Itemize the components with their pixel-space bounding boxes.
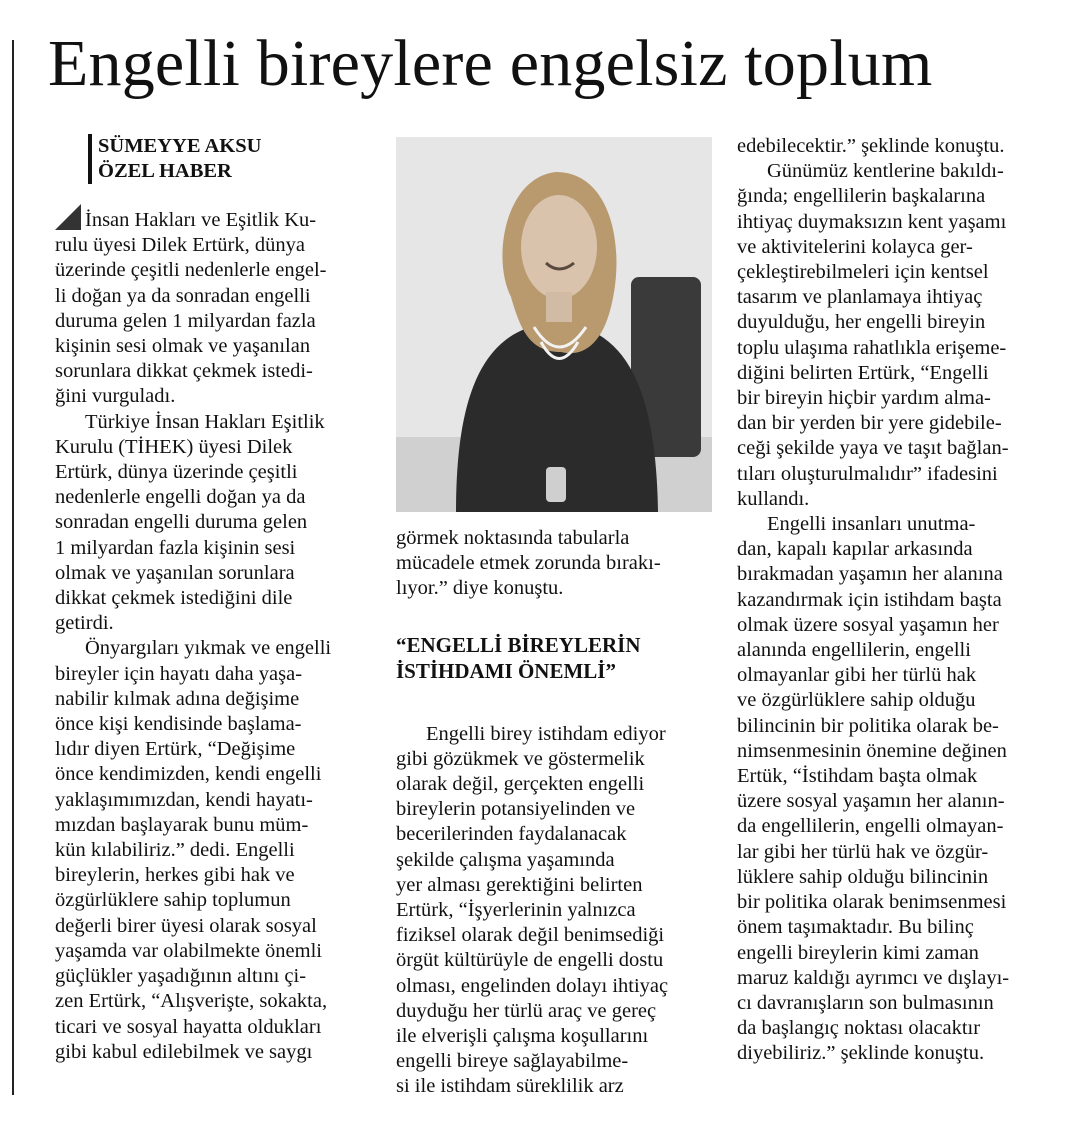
text-line: değerli birer üyesi olarak sosyal [55, 914, 317, 937]
text-line: cı davranışların son bulmasının [737, 991, 994, 1014]
text-line: nedenlerle engelli doğan ya da [55, 486, 306, 509]
text-line: mızdan başlayarak bunu müm- [55, 813, 309, 836]
text-line: gibi gözükmek ve göstermelik [396, 747, 645, 770]
text-line: ve özgürlüklere sahip olduğu [737, 689, 976, 712]
text-line: dikkat çekmek istediğini dile [55, 587, 293, 610]
byline-section: ÖZEL HABER [98, 160, 232, 182]
text-line: örgüt kültürüyle de engelli dostu [396, 949, 664, 972]
text-line: da engellilerin, engelli olmayan- [737, 815, 1004, 838]
text-line: dan bir yerden bir yere gidebile- [737, 412, 1002, 435]
text-line: bilincinin bir politika olarak be- [737, 714, 999, 737]
left-column-rule [12, 40, 14, 1095]
text-line: nimsenmesinin önemine değinen [737, 739, 1007, 762]
text-line: bireylerin, herkes gibi hak ve [55, 864, 295, 887]
lead-triangle-icon [55, 204, 81, 230]
text-line: ğini vurguladı. [55, 385, 176, 408]
column-2-body [396, 722, 716, 1100]
paragraph [737, 512, 1057, 1066]
text-line: getirdi. [55, 612, 114, 635]
text-line: İnsan Hakları ve Eşitlik Ku- [85, 209, 317, 231]
text-line: üzere sosyal yaşamın her alanın- [737, 790, 1005, 813]
text-line: sonradan engelli duruma gelen [55, 511, 308, 534]
text-line: engelli bireye sağlayabilme- [396, 1050, 629, 1073]
text-line: yer alması gerektiğini belirten [396, 873, 643, 896]
text-line: tıları oluşturulmalıdır” ifadesini [737, 462, 998, 485]
text-line: İSTİHDAMI ÖNEMLİ” [396, 658, 616, 683]
text-line: şekilde çalışma yaşamında [396, 848, 615, 871]
text-line: lüklere sahip olduğu bilincinin [737, 865, 989, 888]
text-line: li doğan ya da sonradan engelli [55, 284, 311, 307]
text-line: önce kişi kendisinde başlama- [55, 713, 302, 736]
text-line: güçlükler yaşadığının altını çi- [55, 965, 307, 988]
byline-author: SÜMEYYE AKSU [98, 135, 262, 157]
text-line: çekleştirebilmeleri için kentsel [737, 261, 989, 284]
text-line: olmayanlar gibi her türlü hak [737, 664, 977, 687]
text-line: yaklaşımımızdan, kendi hayatı- [55, 788, 313, 811]
paragraph [737, 159, 1057, 512]
text-line: “ENGELLİ BİREYLERİN [396, 632, 641, 657]
column-1-body [55, 204, 371, 1065]
text-line: zen Ertürk, “Alışverişte, sokakta, [55, 990, 328, 1013]
text-line: tasarım ve planlamaya ihtiyaç [737, 286, 983, 309]
text-line: duruma gelen 1 milyardan fazla [55, 309, 316, 332]
text-line: duyulduğu, her engelli bireyin [737, 311, 986, 334]
text-line: kazandırmak için istihdam başta [737, 588, 1002, 611]
text-line: sorunlara dikkat çekmek istedi- [55, 360, 313, 383]
text-line: dan, kapalı kapılar arkasında [737, 538, 973, 561]
text-line: ile elverişli çalışma koşullarını [396, 1025, 649, 1048]
text-line: fiziksel olarak değil benimsediği [396, 924, 665, 947]
text-line: duyduğu her türlü araç ve gereç [396, 999, 657, 1022]
text-line: bırakmadan yaşamın her alanına [737, 563, 1003, 586]
subheading [396, 632, 716, 684]
text-line: lıyor.” diye konuştu. [396, 577, 564, 600]
text-line: lıdır diyen Ertürk, “Değişime [55, 738, 296, 761]
text-line: Engelli insanları unutma- [767, 513, 976, 536]
text-line: lar gibi her türlü hak ve özgür- [737, 840, 989, 863]
text-line: önem taşımaktadır. Bu bilinç [737, 916, 974, 939]
portrait-photo-illustration [396, 137, 712, 512]
text-line: kün kılabiliriz.” dedi. Engelli [55, 839, 295, 862]
text-line: bir politika olarak benimsenmesi [737, 891, 1007, 914]
text-line: Önyargıları yıkmak ve engelli [85, 637, 332, 660]
text-line: kişinin sesi olmak ve yaşanılan [55, 335, 311, 358]
text-line: ve aktivitelerini kolayca ger- [737, 235, 973, 258]
text-line: diyebiliriz.” şeklinde konuştu. [737, 1042, 985, 1065]
text-line: Engelli birey istihdam ediyor [426, 722, 666, 745]
text-line: olmak ve yaşanılan sorunlara [55, 561, 295, 584]
text-line: ihtiyaç duymaksızın kent yaşamı [737, 210, 1007, 233]
text-line: kullandı. [737, 487, 810, 510]
text-line: bir bireyin hiçbir yardım alma- [737, 387, 991, 410]
text-line: görmek noktasında tabularla [396, 527, 630, 549]
text-line: bireyler için hayatı daha yaşa- [55, 662, 303, 685]
text-line: üzerinde çeşitli nedenlerle engel- [55, 259, 327, 282]
text-line: edebilecektir.” şeklinde konuştu. [737, 135, 1005, 157]
byline [88, 134, 371, 184]
text-line: becerilerinden faydalanacak [396, 823, 627, 846]
text-line: ticari ve sosyal hayatta oldukları [55, 1015, 322, 1038]
paragraph [55, 410, 371, 637]
paragraph [737, 134, 1057, 159]
text-line: diğini belirten Ertürk, “Engelli [737, 361, 989, 384]
text-line: olması, engelinden dolayı ihtiyaç [396, 974, 669, 997]
text-line: alanında engellilerin, engelli [737, 639, 971, 662]
text-line: olmak üzere sosyal yaşamın her [737, 613, 999, 636]
text-line: Ertürk, “İşyerlerinin yalnızca [396, 899, 636, 922]
text-line: si ile istihdam süreklilik arz [396, 1075, 624, 1098]
column-3 [737, 134, 1057, 1067]
text-line: Ertürk, dünya üzerinde çeşitli [55, 461, 298, 484]
text-line: ğında; engellilerin başkalarına [737, 185, 986, 208]
headline: Engelli bireylere engelsiz toplum [48, 27, 933, 100]
text-line: önce kendimizden, kendi engelli [55, 763, 322, 786]
text-line: gibi kabul edilebilmek ve saygı [55, 1040, 313, 1063]
column-2 [396, 526, 716, 1100]
column-2-lead [396, 526, 716, 602]
text-line: Kurulu (TİHEK) üyesi Dilek [55, 435, 293, 458]
text-line: nabilir kılmak adına değişime [55, 687, 300, 710]
text-line: Türkiye İnsan Hakları Eşitlik [85, 410, 325, 433]
text-line: bireylerin potansiyelinden ve [396, 798, 636, 821]
text-line: rulu üyesi Dilek Ertürk, dünya [55, 234, 305, 257]
paragraph [55, 204, 371, 410]
text-line: mücadele etmek zorunda bırakı- [396, 552, 661, 575]
text-line: ceği şekilde yaya ve taşıt bağlan- [737, 437, 1009, 460]
text-line: Ertük, “İstihdam başta olmak [737, 765, 978, 788]
paragraph [55, 636, 371, 1064]
text-line: engelli bireylerin kimi zaman [737, 941, 979, 964]
text-line: maruz kaldığı ayrımcı ve dışlayı- [737, 966, 1010, 989]
text-line: yaşamda var olabilmekte önemli [55, 939, 322, 962]
text-line: özgürlüklere sahip toplumun [55, 889, 291, 912]
text-line: da başlangıç noktası olacaktır [737, 1017, 981, 1040]
text-line: 1 milyardan fazla kişinin sesi [55, 536, 296, 559]
article-photo [396, 137, 712, 512]
column-1 [55, 134, 371, 1065]
text-line: olarak değil, gerçekten engelli [396, 773, 645, 796]
text-line: toplu ulaşıma rahatlıkla erişeme- [737, 336, 1007, 359]
text-line: Günümüz kentlerine bakıldı- [767, 160, 1004, 183]
